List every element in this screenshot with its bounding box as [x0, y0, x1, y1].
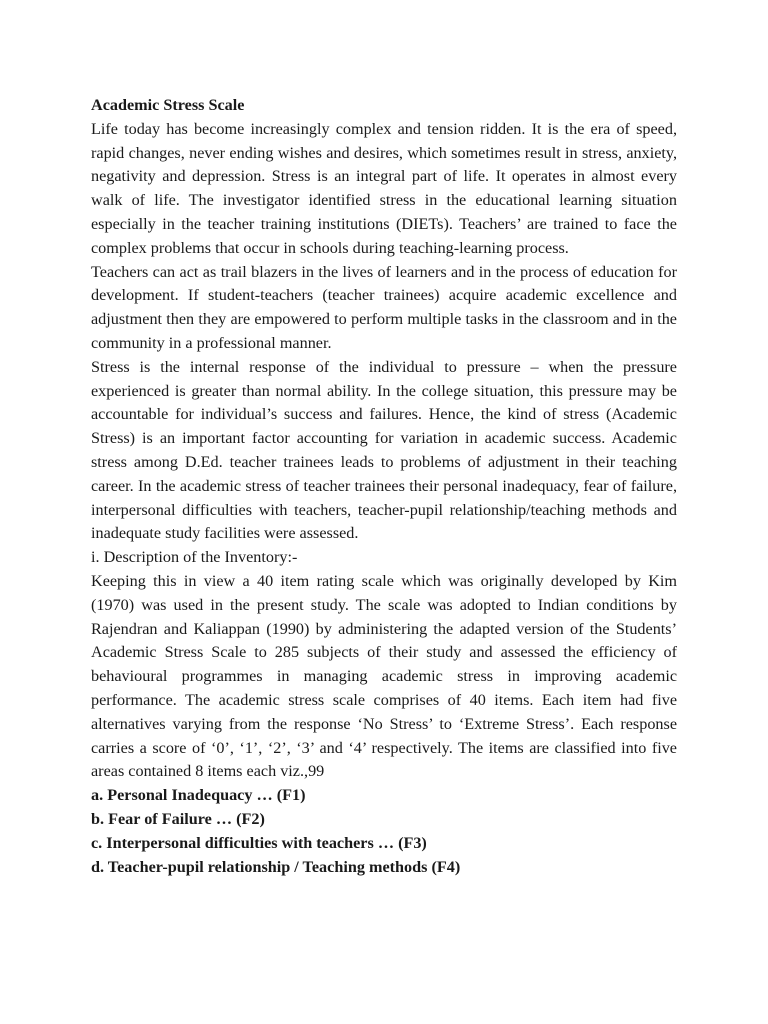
paragraph-inventory-description: Keeping this in view a 40 item rating scale which was originally developed by Kim (1970) was used in the present study. The scale was adopted to Indian conditions by Rajendran and Kaliappan (1990) by administering the adapted version of the Students’ Academic Stress Scale to 285 subjects of their study and assessed the efficiency of behavioural programmes in managing academic stress in improving academic performance. The academic stress scale comprises of 40 items. Each item had five alternatives varying from the response ‘No Stress’ to ‘Extreme Stress’. Each response carries a score of ‘0’, ‘1’, ‘2’, ‘3’ and ‘4’ respectively. The items are classified into five areas contained 8 items each viz.,99 [91, 571, 677, 781]
area-item-f1: a. Personal Inadequacy … (F1) [91, 786, 306, 805]
paragraph-stress-definition: Stress is the internal response of the individual to pressure – when the pressure experienced is greater than normal ability. In the college situation, this pressure may be accountable for individual’s success and failures. Hence, the kind of stress (Academic Stress) is an important factor accounting for variation in academic success. Academic stress among D.Ed. teacher trainees leads to problems of adjustment in their teaching career. In the academic stress of teacher trainees their personal inadequacy, fear of failure, interpersonal difficulties with teachers, teacher-pupil relationship/teaching methods and inadequate study facilities were assessed. [91, 357, 677, 543]
document-title: Academic Stress Scale [91, 96, 245, 114]
document-page [91, 94, 677, 879]
area-item-f2: b. Fear of Failure … (F2) [91, 809, 265, 828]
area-item-f3: c. Interpersonal difficulties with teachers … (F3) [91, 833, 427, 852]
paragraph-trail-blazers: Teachers can act as trail blazers in the lives of learners and in the process of education for development. If student-teachers (teacher trainees) acquire academic excellence and adjustment then they are empowered to perform multiple tasks in the classroom and in the community in a professional manner. [91, 262, 677, 352]
area-item-f4: d. Teacher-pupil relationship / Teaching methods (F4) [91, 857, 461, 876]
section-subheading: i. Description of the Inventory:- [91, 548, 298, 567]
paragraph-introduction: Life today has become increasingly complex and tension ridden. It is the era of speed, rapid changes, never ending wishes and desires, which sometimes result in stress, anxiety, negativity and depression. Stress is an integral part of life. It operates in almost every walk of life. The investigator identified stress in the educational learning situation especially in the teacher training institutions (DIETs). Teachers’ are trained to face the complex problems that occur in schools during teaching-learning process. [91, 119, 677, 257]
